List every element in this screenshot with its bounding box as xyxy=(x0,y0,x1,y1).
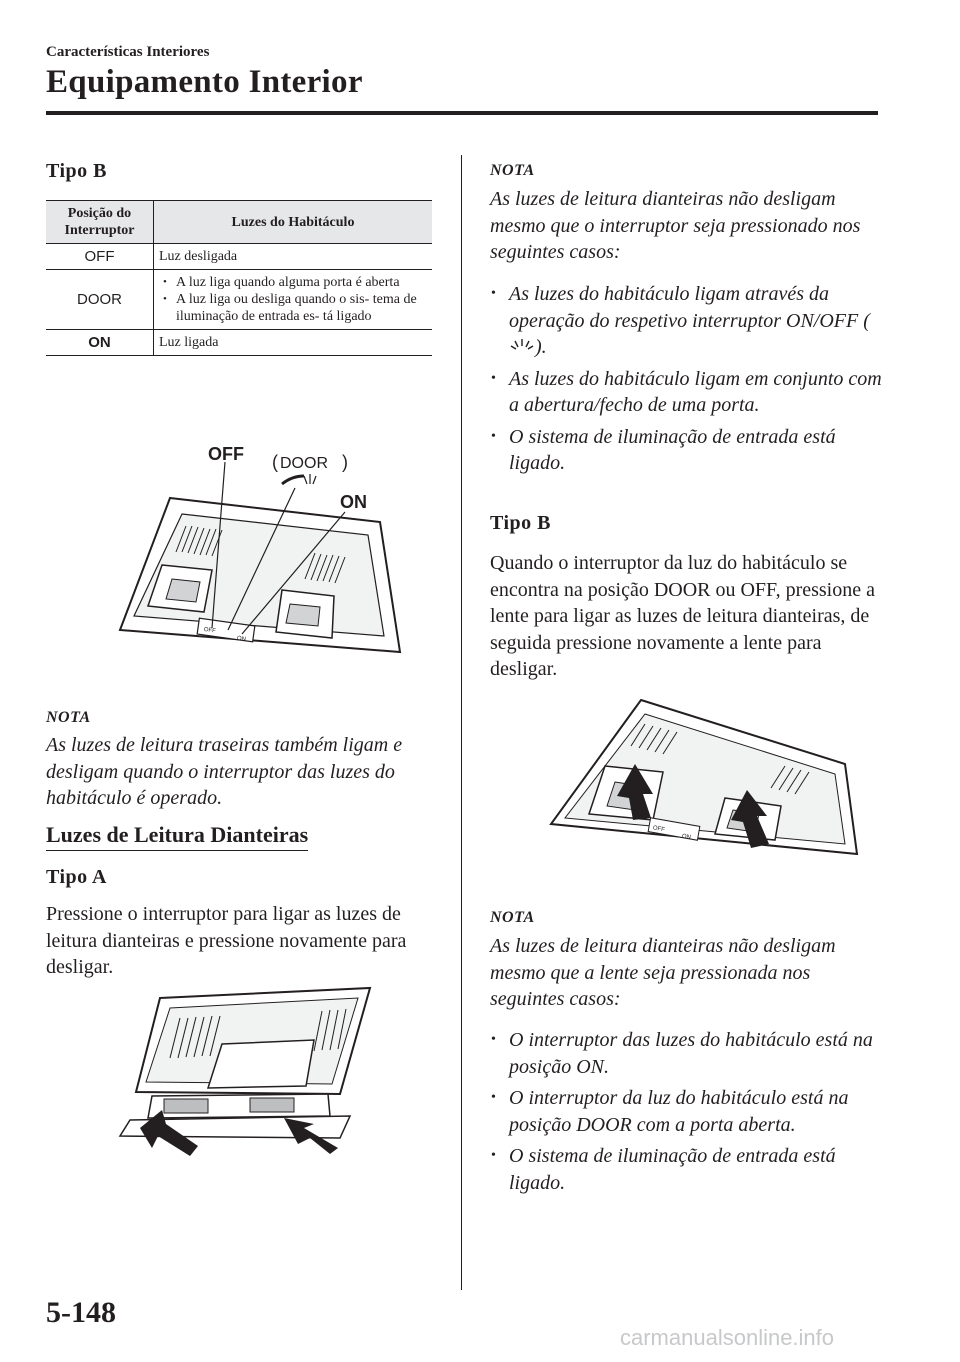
switch-position-table xyxy=(46,200,432,356)
position-off: OFF xyxy=(46,244,154,270)
list-item: • O sistema de iluminação de entrada está ligado. xyxy=(490,424,885,477)
description-off: Luz desligada xyxy=(154,244,433,270)
door-bullet: • A luz liga quando alguma porta é aberta xyxy=(159,274,427,291)
svg-text:ON: ON xyxy=(236,635,247,643)
description-door xyxy=(154,270,433,330)
page-title: Equipamento Interior xyxy=(46,64,363,100)
table-row xyxy=(46,330,432,356)
nota-label-left: NOTA xyxy=(46,709,91,726)
nota1-bullet-suffix: ). xyxy=(535,336,547,358)
dome-light-icon xyxy=(509,337,535,355)
nota1-bullet-list xyxy=(490,281,885,482)
header-position-line2: Interruptor xyxy=(64,223,135,238)
page-number: 5-148 xyxy=(46,1296,116,1329)
description-on: Luz ligada xyxy=(154,330,433,356)
tipo-b-title-left: Tipo B xyxy=(46,160,107,182)
list-item: • O sistema de iluminação de entrada está ligado. xyxy=(490,1143,885,1196)
nota1-bullet-text: As luzes do habitáculo ligam através da operação do respetivo interruptor ON/OFF ( xyxy=(509,283,870,332)
list-item: • As luzes do habitáculo ligam em conjunto com a abertura/fecho de uma porta. xyxy=(490,366,885,419)
list-item xyxy=(490,281,885,361)
front-reading-lights-figure xyxy=(100,978,400,1168)
lens-press-figure xyxy=(545,694,865,868)
nota2-bullet-list xyxy=(490,1027,885,1201)
header-position-line1: Posição do xyxy=(67,206,132,221)
nota2-label: NOTA xyxy=(490,909,535,926)
overhead-console-switch-figure xyxy=(100,440,410,690)
svg-text:): ) xyxy=(342,452,348,472)
position-door: DOOR xyxy=(46,270,154,330)
section-name: Características Interiores xyxy=(46,44,210,60)
nota1-label: NOTA xyxy=(490,162,535,179)
table-header-lights: Luzes do Habitáculo xyxy=(154,201,433,244)
label-on: ON xyxy=(340,492,367,512)
door-bullet: • A luz liga ou desliga quando o sis- tema de iluminação de entrada es- tá ligado xyxy=(159,291,427,325)
fig3-label-on: ON xyxy=(681,833,692,841)
label-off: OFF xyxy=(208,444,244,464)
svg-text:(: ( xyxy=(272,452,278,472)
tipo-b-title-right: Tipo B xyxy=(490,512,551,534)
position-on: ON xyxy=(46,330,154,356)
tipo-a-text: Pressione o interruptor para ligar as luzes de leitura dianteiras e pressione novamente para desligar. xyxy=(46,903,407,978)
column-divider xyxy=(461,155,462,1290)
watermark: carmanualsonline.info xyxy=(620,1325,835,1350)
table-row xyxy=(46,244,432,270)
section-heading: Luzes de Leitura Dianteiras xyxy=(46,822,308,851)
nota1-text: As luzes de leitura dianteiras não desligam mesmo que o interruptor seja pressionado nos seguintes casos: xyxy=(490,188,861,263)
svg-text:OFF: OFF xyxy=(203,626,217,635)
table-header-position xyxy=(46,201,154,244)
table-row xyxy=(46,270,432,330)
tipo-b-text-right: Quando o interruptor da luz do habitáculo se encontra na posição DOOR ou OFF, pressione a lente para ligar as luzes de leitura dianteiras, de seguida pressione novamente a lente para desligar. xyxy=(490,552,875,680)
nota2-text: As luzes de leitura dianteiras não desligam mesmo que a lente seja pressionada nos seguintes casos: xyxy=(490,935,836,1010)
table-header-row xyxy=(46,201,432,244)
nota-text-left: As luzes de leitura traseiras também ligam e desligam quando o interruptor das luzes do habitáculo é operado. xyxy=(46,734,403,809)
label-door: DOOR xyxy=(280,455,328,472)
header-rule xyxy=(46,111,878,115)
list-item: • O interruptor da luz do habitáculo está na posição DOOR com a porta aberta. xyxy=(490,1085,885,1138)
fig3-label-off: OFF xyxy=(652,825,666,834)
tipo-a-title: Tipo A xyxy=(46,866,107,888)
list-item: • O interruptor das luzes do habitáculo está na posição ON. xyxy=(490,1027,885,1080)
